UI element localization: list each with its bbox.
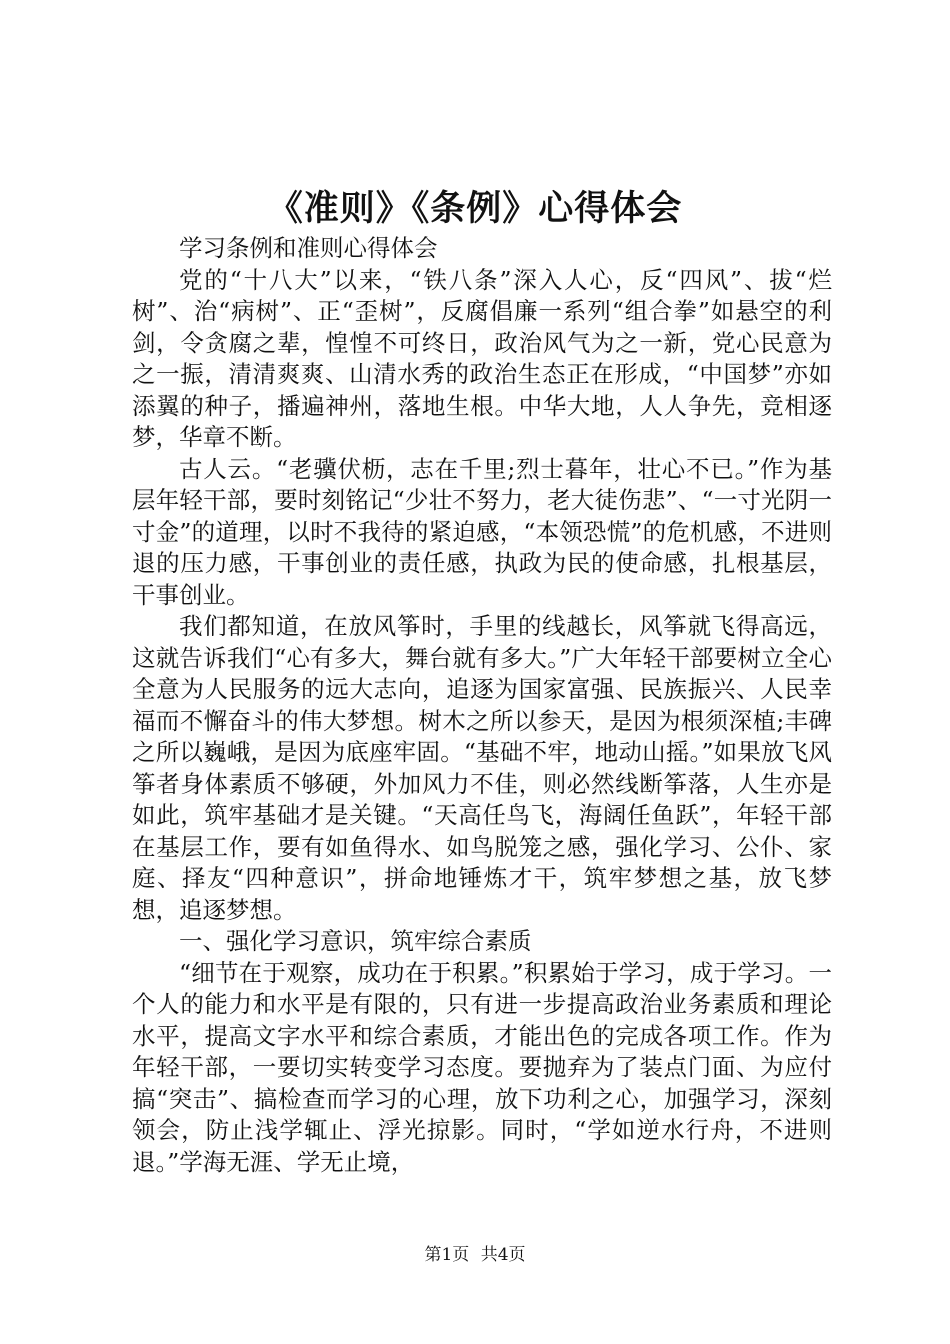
page-number: 第1页 — [424, 1245, 470, 1265]
paragraph-4: “细节在于观察，成功在于积累。”积累始于学习，成于学习。一个人的能力和水平是有限的，只有进一步提高政治业务素质和理论水平，提高文字水平和综合素质，才能出色的完成各项工作。作为年轻干部，一要切实转变学习态度。要抛弃为了装点门面、为应付搞“突击”、搞检查而学习的心理，放下功利之心，加强学习，深刻领会，防止浅学辄止、浮光掠影。同时，“学如逆水行舟，不进则退。”学海无涯、学无止境， — [132, 958, 832, 1176]
paragraph-3: 我们都知道，在放风筝时，手里的线越长，风筝就飞得高远，这就告诉我们“心有多大，舞台就有多大。”广大年轻干部要树立全心全意为人民服务的远大志向，追逐为国家富强、民族振兴、人民幸福而不懈奋斗的伟大梦想。树木之所以参天，是因为根须深植;丰碑之所以巍峨，是因为底座牢固。“基础不牢，地动山摇。”如果放飞风筝者身体素质不够硬，外加风力不佳，则必然线断筝落，人生亦是如此，筑牢基础才是关键。“天高任鸟飞，海阔任鱼跃”，年轻干部在基层工作，要有如鱼得水、如鸟脱笼之感，强化学习、公仆、家庭、择友“四种意识”，拼命地锤炼才干，筑牢梦想之基，放飞梦想，追逐梦想。 — [132, 612, 832, 924]
section-heading-1: 一、强化学习意识，筑牢综合素质 — [179, 927, 532, 955]
document-subtitle: 学习条例和准则心得体会 — [179, 234, 438, 262]
document-title: 《准则》《条例》心得体会 — [267, 188, 683, 229]
page-footer — [0, 1243, 950, 1267]
page-total: 共4页 — [480, 1245, 526, 1265]
paragraph-1: 党的“十八大”以来，“铁八条”深入人心，反“四风”、拔“烂树”、治“病树”、正“歪树”，反腐倡廉一系列“组合拳”如悬空的利剑，令贪腐之辈，惶惶不可终日，政治风气为之一新，党心民意为之一振，清清爽爽、山清水秀的政治生态正在形成，“中国梦”亦如添翼的种子，播遍神州，落地生根。中华大地，人人争先，竞相逐梦，华章不断。 — [132, 265, 832, 451]
document-body — [132, 233, 832, 1178]
paragraph-2: 古人云。“老骥伏枥，志在千里;烈士暮年，壮心不已。”作为基层年轻干部，要时刻铭记“少壮不努力，老大徒伤悲”、“一寸光阴一寸金”的道理，以时不我待的紧迫感，“本领恐慌”的危机感，不进则退的压力感，干事创业的责任感，执政为民的使命感，扎根基层，干事创业。 — [132, 454, 832, 609]
